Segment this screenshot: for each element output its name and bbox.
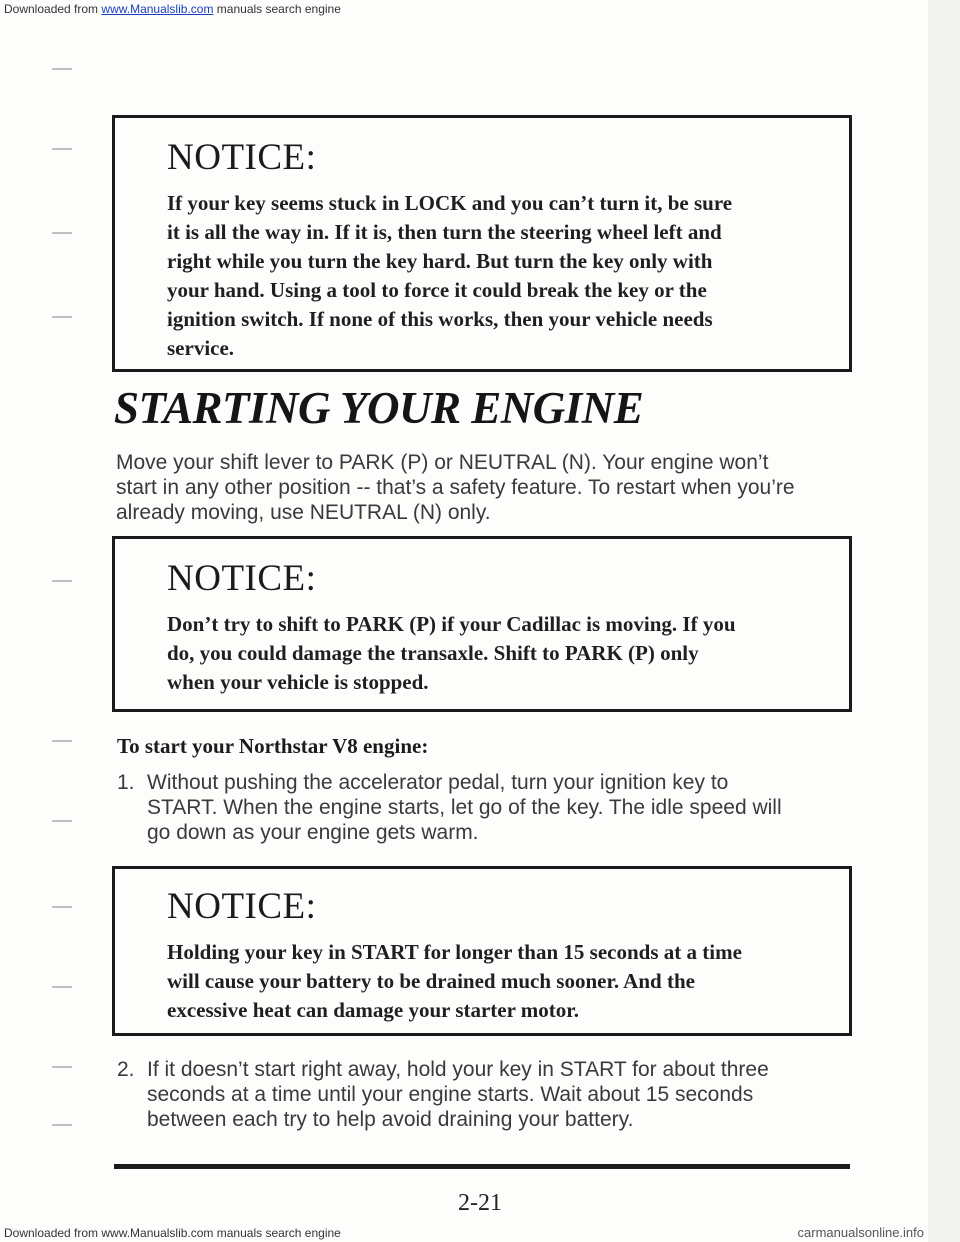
notice-box-starter-time <box>112 866 852 1036</box>
step-text <box>147 770 857 845</box>
banner-suffix: manuals search engine <box>216 2 341 16</box>
notice-body <box>167 189 849 363</box>
page-edge-shadow <box>928 0 960 1242</box>
margin-tick <box>52 316 72 318</box>
download-banner <box>4 2 341 16</box>
step-line: START. When the engine starts, let go of the key. The idle speed will <box>147 796 782 819</box>
notice-line: right while you turn the key hard. But turn the key only with <box>167 249 713 273</box>
notice-line: your hand. Using a tool to force it could break the key or the <box>167 278 707 302</box>
notice-box-key-stuck <box>112 115 852 372</box>
intro-paragraph <box>116 450 856 525</box>
notice-line: service. <box>167 336 235 360</box>
margin-tick <box>52 906 72 908</box>
notice-line: it is all the way in. If it is, then turn the steering wheel left and <box>167 220 722 244</box>
step-number: 1. <box>117 771 135 794</box>
intro-line: already moving, use NEUTRAL (N) only. <box>116 501 491 524</box>
notice-body <box>167 938 849 1025</box>
margin-tick <box>52 986 72 988</box>
margin-tick <box>52 740 72 742</box>
margin-tick <box>52 580 72 582</box>
step-line: between each try to help avoid draining your battery. <box>147 1108 634 1131</box>
intro-line: start in any other position -- that’s a safety feature. To restart when you’re <box>116 476 795 499</box>
margin-tick <box>52 232 72 234</box>
notice-title: NOTICE: <box>167 558 317 599</box>
margin-tick <box>52 820 72 822</box>
instructions-subhead: To start your Northstar V8 engine: <box>117 734 429 758</box>
intro-line: Move your shift lever to PARK (P) or NEUTRAL (N). Your engine won’t <box>116 451 769 474</box>
section-title: STARTING YOUR ENGINE <box>114 383 644 433</box>
margin-tick <box>52 1066 72 1068</box>
step-line: go down as your engine gets warm. <box>147 821 479 844</box>
step-number: 2. <box>117 1058 135 1081</box>
margin-tick <box>52 148 72 150</box>
notice-line: will cause your battery to be drained much sooner. And the <box>167 969 695 993</box>
notice-line: If your key seems stuck in LOCK and you can’t turn it, be sure <box>167 191 733 215</box>
banner-prefix: Downloaded from <box>4 2 99 16</box>
notice-line: do, you could damage the transaxle. Shift to PARK (P) only <box>167 641 699 665</box>
notice-box-shift-park <box>112 536 852 712</box>
step-1 <box>117 770 857 845</box>
step-line: seconds at a time until your engine starts. Wait about 15 seconds <box>147 1083 754 1106</box>
notice-line: excessive heat can damage your starter motor. <box>167 998 579 1022</box>
step-text <box>147 1057 857 1132</box>
footer-download-text: Downloaded from www.Manualslib.com manuals search engine <box>4 1226 341 1240</box>
watermark: carmanualsonline.info <box>797 1225 924 1240</box>
notice-title: NOTICE: <box>167 137 317 178</box>
notice-line: ignition switch. If none of this works, then your vehicle needs <box>167 307 713 331</box>
notice-line: Don’t try to shift to PARK (P) if your Cadillac is moving. If you <box>167 612 736 636</box>
footer-rule <box>114 1164 850 1169</box>
margin-tick <box>52 1124 72 1126</box>
notice-line: Holding your key in START for longer than 15 seconds at a time <box>167 940 742 964</box>
manualslib-link[interactable]: www.Manualslib.com <box>101 2 214 16</box>
step-line: If it doesn’t start right away, hold your key in START for about three <box>147 1058 769 1081</box>
page-number: 2-21 <box>458 1190 502 1216</box>
notice-body <box>167 610 849 697</box>
step-line: Without pushing the accelerator pedal, turn your ignition key to <box>147 771 729 794</box>
notice-title: NOTICE: <box>167 886 317 927</box>
step-2 <box>117 1057 857 1132</box>
notice-line: when your vehicle is stopped. <box>167 670 429 694</box>
margin-tick <box>52 68 72 70</box>
